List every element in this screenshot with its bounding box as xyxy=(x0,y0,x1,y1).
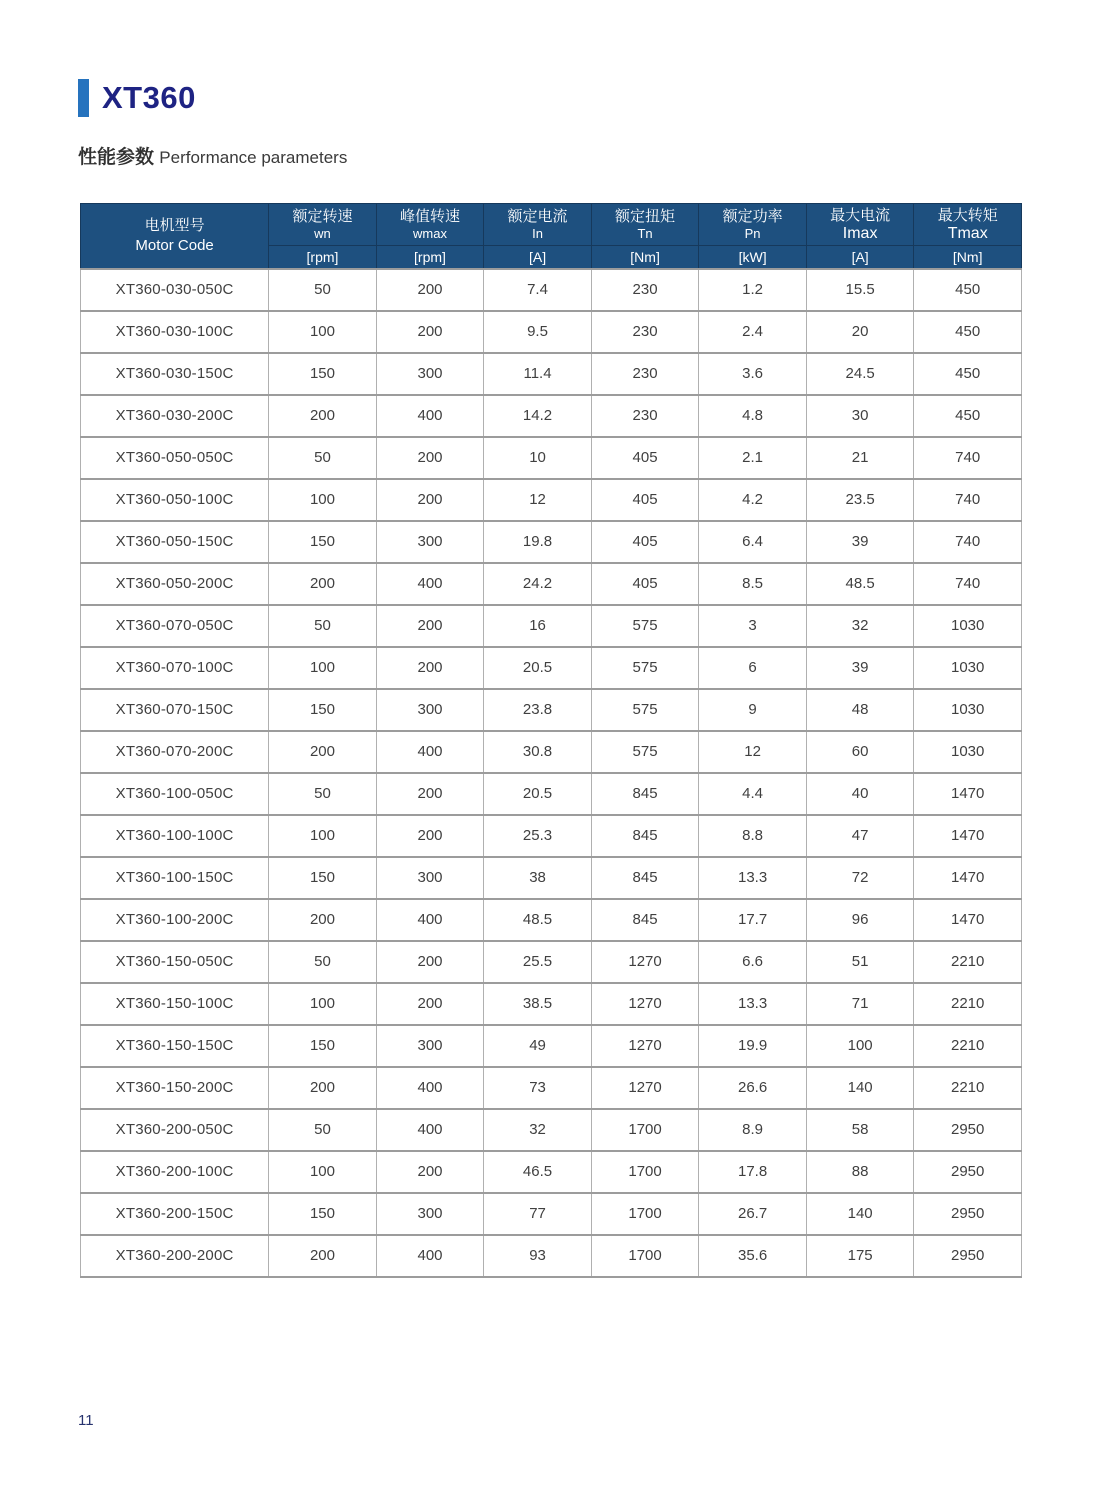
table-cell: 6.4 xyxy=(699,521,807,563)
column-header-wmax xyxy=(376,204,484,246)
table-row xyxy=(81,395,1022,437)
table-cell: 17.8 xyxy=(699,1151,807,1193)
table-row xyxy=(81,1193,1022,1235)
table-cell: 38 xyxy=(484,857,592,899)
table-cell: 200 xyxy=(376,983,484,1025)
table-row xyxy=(81,269,1022,311)
table-cell: 1030 xyxy=(914,731,1022,773)
table-cell: 6.6 xyxy=(699,941,807,983)
table-cell: 845 xyxy=(591,815,699,857)
motor-code-cell: XT360-030-200C xyxy=(81,395,269,437)
table-cell: 405 xyxy=(591,521,699,563)
table-cell: 400 xyxy=(376,395,484,437)
table-cell: 25.3 xyxy=(484,815,592,857)
table-cell: 100 xyxy=(269,983,377,1025)
column-header-in xyxy=(484,204,592,246)
table-cell: 50 xyxy=(269,269,377,311)
table-cell: 300 xyxy=(376,689,484,731)
table-cell: 48.5 xyxy=(806,563,914,605)
table-cell: 2950 xyxy=(914,1235,1022,1277)
column-header-imax xyxy=(806,204,914,246)
motor-code-cell: XT360-100-050C xyxy=(81,773,269,815)
table-cell: 20 xyxy=(806,311,914,353)
table-cell: 1470 xyxy=(914,857,1022,899)
motor-code-cell: XT360-200-100C xyxy=(81,1151,269,1193)
table-cell: 46.5 xyxy=(484,1151,592,1193)
table-cell: 9.5 xyxy=(484,311,592,353)
table-cell: 39 xyxy=(806,521,914,563)
table-cell: 50 xyxy=(269,1109,377,1151)
table-cell: 17.7 xyxy=(699,899,807,941)
table-cell: 21 xyxy=(806,437,914,479)
table-cell: 405 xyxy=(591,479,699,521)
table-row xyxy=(81,983,1022,1025)
table-cell: 11.4 xyxy=(484,353,592,395)
motor-code-cell: XT360-050-100C xyxy=(81,479,269,521)
column-header-zh: 额定电流 xyxy=(507,208,568,225)
table-cell: 400 xyxy=(376,1067,484,1109)
table-row xyxy=(81,857,1022,899)
table-cell: 1700 xyxy=(591,1109,699,1151)
column-header-zh: 额定扭矩 xyxy=(615,208,676,225)
table-cell: 575 xyxy=(591,647,699,689)
motor-code-cell: XT360-030-050C xyxy=(81,269,269,311)
column-header-symbol: wmax xyxy=(413,226,447,241)
table-cell: 150 xyxy=(269,353,377,395)
title-accent-bar xyxy=(78,79,89,117)
table-cell: 32 xyxy=(484,1109,592,1151)
table-header xyxy=(81,204,1022,269)
table-cell: 150 xyxy=(269,1193,377,1235)
table-cell: 93 xyxy=(484,1235,592,1277)
motor-code-cell: XT360-030-150C xyxy=(81,353,269,395)
table-cell: 150 xyxy=(269,521,377,563)
table-row xyxy=(81,1025,1022,1067)
table-cell: 50 xyxy=(269,941,377,983)
table-cell: 1030 xyxy=(914,689,1022,731)
table-cell: 200 xyxy=(376,815,484,857)
table-row xyxy=(81,563,1022,605)
motor-code-cell: XT360-100-100C xyxy=(81,815,269,857)
table-cell: 300 xyxy=(376,1193,484,1235)
section-title xyxy=(78,146,347,170)
column-header-zh: 额定功率 xyxy=(722,208,783,225)
table-cell: 200 xyxy=(376,605,484,647)
table-cell: 8.8 xyxy=(699,815,807,857)
table-cell: 140 xyxy=(806,1193,914,1235)
table-cell: 230 xyxy=(591,269,699,311)
table-cell: 1270 xyxy=(591,1067,699,1109)
motor-header-en: Motor Code xyxy=(135,236,214,254)
column-header-zh: 峰值转速 xyxy=(399,208,460,225)
table-cell: 1470 xyxy=(914,815,1022,857)
motor-code-cell: XT360-200-200C xyxy=(81,1235,269,1277)
table-cell: 26.7 xyxy=(699,1193,807,1235)
table-cell: 200 xyxy=(269,1235,377,1277)
table-cell: 16 xyxy=(484,605,592,647)
section-title-zh: 性能参数 xyxy=(78,147,155,168)
table-cell: 3 xyxy=(699,605,807,647)
table-cell: 19.8 xyxy=(484,521,592,563)
motor-code-cell: XT360-100-200C xyxy=(81,899,269,941)
table-cell: 50 xyxy=(269,605,377,647)
table-cell: 200 xyxy=(376,647,484,689)
table-cell: 400 xyxy=(376,563,484,605)
table-cell: 450 xyxy=(914,395,1022,437)
table-cell: 740 xyxy=(914,521,1022,563)
table-row xyxy=(81,479,1022,521)
column-header-tmax xyxy=(914,204,1022,246)
motor-code-cell: XT360-100-150C xyxy=(81,857,269,899)
table-row xyxy=(81,941,1022,983)
table-cell: 100 xyxy=(269,1151,377,1193)
column-unit-imax: [A] xyxy=(806,246,914,269)
column-header-tn xyxy=(591,204,699,246)
table-cell: 400 xyxy=(376,1109,484,1151)
table-cell: 150 xyxy=(269,1025,377,1067)
table-cell: 740 xyxy=(914,563,1022,605)
column-unit-wn: [rpm] xyxy=(269,246,377,269)
motor-code-cell: XT360-150-100C xyxy=(81,983,269,1025)
table-cell: 9 xyxy=(699,689,807,731)
motor-code-cell: XT360-070-150C xyxy=(81,689,269,731)
table-cell: 740 xyxy=(914,479,1022,521)
column-header-symbol: Tmax xyxy=(947,225,988,242)
table-cell: 1270 xyxy=(591,983,699,1025)
table-cell: 150 xyxy=(269,857,377,899)
table-cell: 30.8 xyxy=(484,731,592,773)
table-cell: 47 xyxy=(806,815,914,857)
table-cell: 26.6 xyxy=(699,1067,807,1109)
table-cell: 1700 xyxy=(591,1151,699,1193)
table-cell: 300 xyxy=(376,353,484,395)
table-cell: 300 xyxy=(376,857,484,899)
page-header xyxy=(78,79,196,117)
column-header-symbol: wn xyxy=(314,226,331,241)
table-cell: 20.5 xyxy=(484,647,592,689)
table-cell: 8.9 xyxy=(699,1109,807,1151)
table-cell: 12 xyxy=(699,731,807,773)
motor-code-cell: XT360-070-200C xyxy=(81,731,269,773)
table-cell: 575 xyxy=(591,689,699,731)
table-cell: 2210 xyxy=(914,1025,1022,1067)
table-cell: 2950 xyxy=(914,1151,1022,1193)
table-cell: 6 xyxy=(699,647,807,689)
table-cell: 575 xyxy=(591,731,699,773)
table-cell: 8.5 xyxy=(699,563,807,605)
table-row xyxy=(81,815,1022,857)
table-cell: 200 xyxy=(376,1151,484,1193)
motor-code-cell: XT360-050-200C xyxy=(81,563,269,605)
table-cell: 96 xyxy=(806,899,914,941)
column-header-symbol: Tn xyxy=(637,226,653,241)
table-cell: 400 xyxy=(376,899,484,941)
table-cell: 73 xyxy=(484,1067,592,1109)
table-row xyxy=(81,1067,1022,1109)
table-cell: 77 xyxy=(484,1193,592,1235)
table-cell: 2210 xyxy=(914,941,1022,983)
table-cell: 100 xyxy=(269,311,377,353)
column-header-zh: 最大电流 xyxy=(830,207,891,224)
performance-parameters-table xyxy=(80,203,1022,1278)
table-cell: 13.3 xyxy=(699,857,807,899)
table-row xyxy=(81,1151,1022,1193)
table-cell: 48 xyxy=(806,689,914,731)
table-cell: 49 xyxy=(484,1025,592,1067)
table-row xyxy=(81,731,1022,773)
table-cell: 7.4 xyxy=(484,269,592,311)
table-cell: 300 xyxy=(376,1025,484,1067)
column-unit-pn: [kW] xyxy=(699,246,807,269)
column-unit-tmax: [Nm] xyxy=(914,246,1022,269)
table-cell: 230 xyxy=(591,353,699,395)
table-row xyxy=(81,773,1022,815)
column-unit-in: [A] xyxy=(484,246,592,269)
table-cell: 13.3 xyxy=(699,983,807,1025)
table-body xyxy=(81,269,1022,1277)
table-cell: 150 xyxy=(269,689,377,731)
page-title: XT360 xyxy=(102,80,196,115)
table-row xyxy=(81,353,1022,395)
table-row xyxy=(81,647,1022,689)
table-row xyxy=(81,1235,1022,1277)
table-cell: 845 xyxy=(591,899,699,941)
table-cell: 1030 xyxy=(914,647,1022,689)
table-cell: 35.6 xyxy=(699,1235,807,1277)
table-cell: 740 xyxy=(914,437,1022,479)
table-cell: 32 xyxy=(806,605,914,647)
table-cell: 450 xyxy=(914,311,1022,353)
section-title-en: Performance parameters xyxy=(159,148,348,167)
table-cell: 14.2 xyxy=(484,395,592,437)
table-cell: 200 xyxy=(269,731,377,773)
motor-code-cell: XT360-070-100C xyxy=(81,647,269,689)
table-cell: 1270 xyxy=(591,941,699,983)
table-cell: 575 xyxy=(591,605,699,647)
table-cell: 200 xyxy=(269,1067,377,1109)
table-cell: 3.6 xyxy=(699,353,807,395)
table-cell: 71 xyxy=(806,983,914,1025)
table-row xyxy=(81,1109,1022,1151)
table-cell: 10 xyxy=(484,437,592,479)
table-cell: 1700 xyxy=(591,1193,699,1235)
motor-code-cell: XT360-050-150C xyxy=(81,521,269,563)
table-cell: 1700 xyxy=(591,1235,699,1277)
table-cell: 200 xyxy=(269,899,377,941)
table-row xyxy=(81,437,1022,479)
table-cell: 175 xyxy=(806,1235,914,1277)
table-cell: 24.5 xyxy=(806,353,914,395)
table-cell: 2210 xyxy=(914,1067,1022,1109)
table-cell: 51 xyxy=(806,941,914,983)
table-cell: 1.2 xyxy=(699,269,807,311)
table-cell: 19.9 xyxy=(699,1025,807,1067)
page-number: 11 xyxy=(78,1412,94,1429)
table-cell: 1270 xyxy=(591,1025,699,1067)
table-cell: 38.5 xyxy=(484,983,592,1025)
table-cell: 23.5 xyxy=(806,479,914,521)
table-cell: 4.2 xyxy=(699,479,807,521)
motor-code-cell: XT360-150-150C xyxy=(81,1025,269,1067)
table-cell: 4.4 xyxy=(699,773,807,815)
table-cell: 1470 xyxy=(914,773,1022,815)
column-header-symbol: Imax xyxy=(842,225,878,242)
table-cell: 24.2 xyxy=(484,563,592,605)
column-header-zh: 最大转矩 xyxy=(937,207,998,224)
motor-code-cell: XT360-070-050C xyxy=(81,605,269,647)
table-cell: 140 xyxy=(806,1067,914,1109)
table-cell: 72 xyxy=(806,857,914,899)
motor-code-cell: XT360-050-050C xyxy=(81,437,269,479)
table-row xyxy=(81,521,1022,563)
table-cell: 300 xyxy=(376,521,484,563)
table-cell: 2950 xyxy=(914,1193,1022,1235)
table-cell: 400 xyxy=(376,1235,484,1277)
table-cell: 845 xyxy=(591,773,699,815)
motor-code-cell: XT360-150-050C xyxy=(81,941,269,983)
column-header-symbol: Pn xyxy=(744,226,761,241)
table-cell: 48.5 xyxy=(484,899,592,941)
motor-code-cell: XT360-200-150C xyxy=(81,1193,269,1235)
column-header-pn xyxy=(699,204,807,246)
table-cell: 450 xyxy=(914,353,1022,395)
table-cell: 2.4 xyxy=(699,311,807,353)
table-cell: 30 xyxy=(806,395,914,437)
table-cell: 450 xyxy=(914,269,1022,311)
table-cell: 2950 xyxy=(914,1109,1022,1151)
column-header-zh: 额定转速 xyxy=(292,208,353,225)
table-cell: 100 xyxy=(269,647,377,689)
motor-header-zh: 电机型号 xyxy=(144,216,205,234)
table-cell: 58 xyxy=(806,1109,914,1151)
table-cell: 100 xyxy=(806,1025,914,1067)
motor-code-cell: XT360-200-050C xyxy=(81,1109,269,1151)
table-cell: 100 xyxy=(269,479,377,521)
table-cell: 25.5 xyxy=(484,941,592,983)
table-cell: 40 xyxy=(806,773,914,815)
table-cell: 12 xyxy=(484,479,592,521)
table-cell: 200 xyxy=(376,773,484,815)
column-header-wn xyxy=(269,204,377,246)
table-cell: 4.8 xyxy=(699,395,807,437)
table-cell: 400 xyxy=(376,731,484,773)
motor-code-cell: XT360-150-200C xyxy=(81,1067,269,1109)
table-cell: 60 xyxy=(806,731,914,773)
table-row xyxy=(81,899,1022,941)
table-row xyxy=(81,311,1022,353)
table-cell: 200 xyxy=(376,311,484,353)
table-cell: 1030 xyxy=(914,605,1022,647)
table-cell: 39 xyxy=(806,647,914,689)
table-cell: 200 xyxy=(376,269,484,311)
table-cell: 1470 xyxy=(914,899,1022,941)
table-cell: 405 xyxy=(591,563,699,605)
table-cell: 200 xyxy=(269,563,377,605)
table-cell: 845 xyxy=(591,857,699,899)
table-cell: 15.5 xyxy=(806,269,914,311)
table-cell: 200 xyxy=(269,395,377,437)
table-cell: 2210 xyxy=(914,983,1022,1025)
column-unit-tn: [Nm] xyxy=(591,246,699,269)
table-row xyxy=(81,689,1022,731)
table-cell: 88 xyxy=(806,1151,914,1193)
column-header-symbol: In xyxy=(532,226,543,241)
table-cell: 20.5 xyxy=(484,773,592,815)
table-cell: 50 xyxy=(269,773,377,815)
table-cell: 200 xyxy=(376,479,484,521)
table-cell: 405 xyxy=(591,437,699,479)
motor-code-cell: XT360-030-100C xyxy=(81,311,269,353)
table-cell: 23.8 xyxy=(484,689,592,731)
table-cell: 200 xyxy=(376,437,484,479)
table-cell: 230 xyxy=(591,311,699,353)
column-header-motor-code xyxy=(81,204,269,269)
table-row xyxy=(81,605,1022,647)
table-cell: 50 xyxy=(269,437,377,479)
table-cell: 230 xyxy=(591,395,699,437)
table-cell: 2.1 xyxy=(699,437,807,479)
table-cell: 200 xyxy=(376,941,484,983)
table-cell: 100 xyxy=(269,815,377,857)
column-unit-wmax: [rpm] xyxy=(376,246,484,269)
